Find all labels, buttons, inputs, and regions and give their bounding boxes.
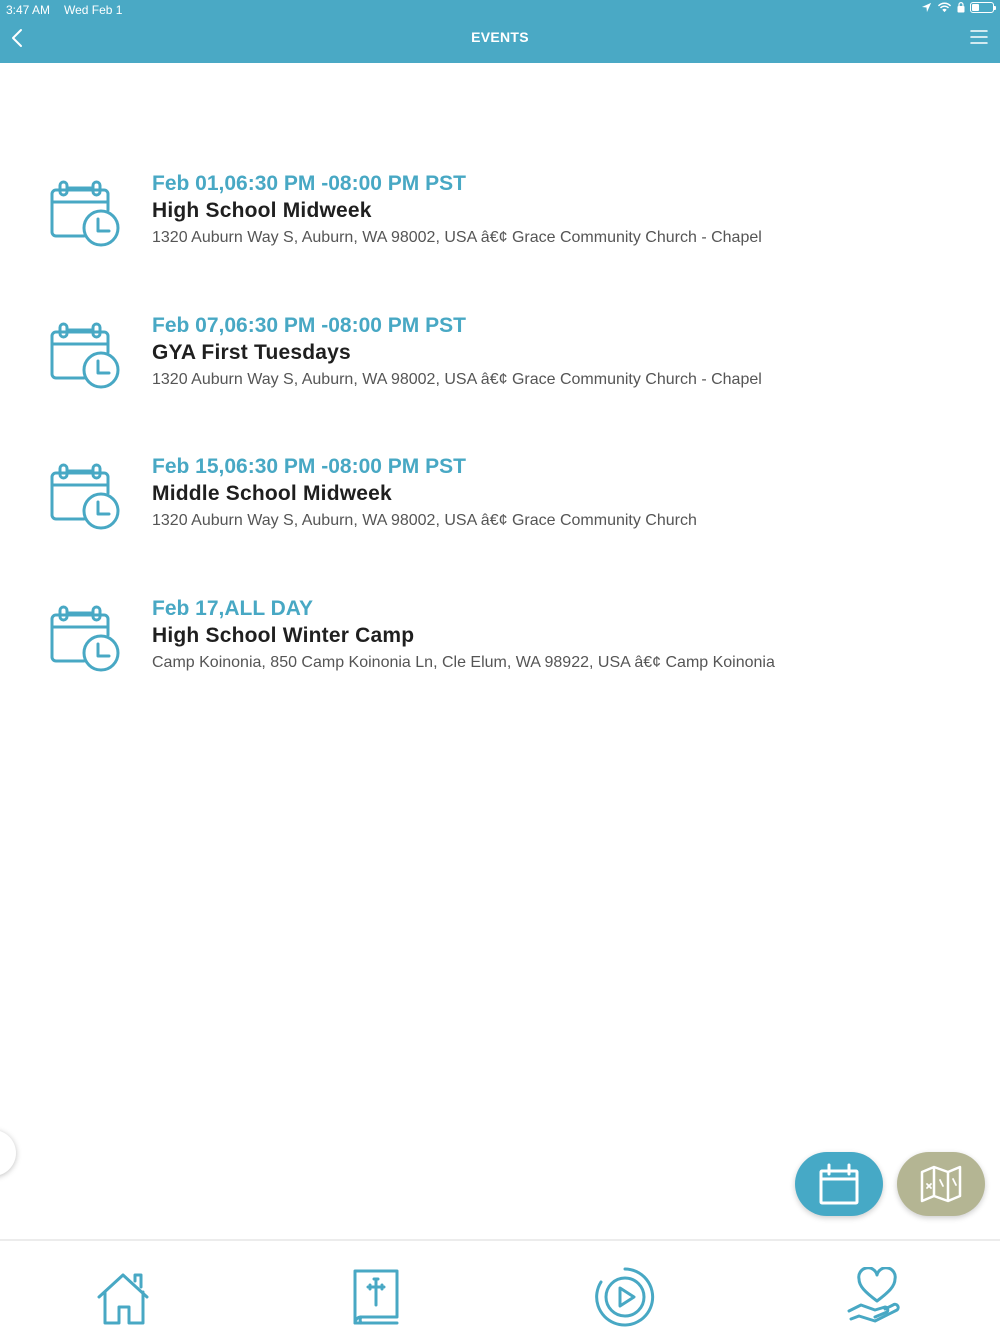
lock-rotation-icon <box>957 2 965 13</box>
status-icons <box>921 2 994 13</box>
event-item[interactable] <box>0 595 1000 737</box>
tab-media[interactable] <box>593 1265 657 1329</box>
calendar-clock-icon <box>48 176 122 250</box>
calendar-icon <box>818 1162 860 1206</box>
bottom-tab-bar <box>0 1239 1000 1334</box>
tab-bible[interactable] <box>343 1265 407 1329</box>
home-icon <box>95 1267 155 1327</box>
event-date: Feb 07,06:30 PM -08:00 PM PST <box>152 313 466 337</box>
event-details <box>152 453 972 535</box>
tab-home[interactable] <box>93 1265 157 1329</box>
events-list <box>0 170 1000 736</box>
calendar-clock-icon <box>48 459 122 533</box>
side-drawer-handle[interactable] <box>0 1130 16 1176</box>
event-location: 1320 Auburn Way S, Auburn, WA 98002, USA â€¢ Grace Community Church <box>152 512 697 529</box>
menu-button[interactable] <box>970 29 988 45</box>
event-title: GYA First Tuesdays <box>152 340 351 364</box>
tab-giving[interactable] <box>843 1265 907 1329</box>
event-date: Feb 15,06:30 PM -08:00 PM PST <box>152 455 466 478</box>
map-view-button[interactable] <box>897 1152 985 1216</box>
page-title: EVENTS <box>471 29 529 45</box>
calendar-clock-icon <box>48 601 122 675</box>
wifi-icon <box>937 2 952 13</box>
event-location: 1320 Auburn Way S, Auburn, WA 98002, USA â€¢ Grace Community Church - Chapel <box>152 229 762 246</box>
event-title: High School Midweek <box>152 199 372 222</box>
event-location: Camp Koinonia, 850 Camp Koinonia Ln, Cle Elum, WA 98922, USA â€¢ Camp Koinonia <box>152 653 775 671</box>
bible-icon <box>345 1267 405 1327</box>
hamburger-menu-icon <box>970 29 988 45</box>
event-details <box>152 595 972 677</box>
event-item[interactable] <box>0 312 1000 454</box>
map-icon <box>919 1164 963 1204</box>
battery-level <box>972 4 979 11</box>
event-details <box>152 170 972 252</box>
event-date: Feb 01,06:30 PM -08:00 PM PST <box>152 172 466 195</box>
giving-heart-icon <box>845 1267 905 1327</box>
top-bar <box>0 0 1000 63</box>
calendar-clock-icon <box>48 318 122 392</box>
status-time: 3:47 AM <box>6 3 51 17</box>
event-title: High School Winter Camp <box>152 623 415 647</box>
calendar-view-button[interactable] <box>795 1152 883 1216</box>
event-title: Middle School Midweek <box>152 482 392 505</box>
event-details <box>152 312 972 394</box>
event-location: 1320 Auburn Way S, Auburn, WA 98002, USA â€¢ Grace Community Church - Chapel <box>152 370 762 388</box>
event-item[interactable] <box>0 170 1000 312</box>
event-item[interactable] <box>0 453 1000 595</box>
event-date: Feb 17,ALL DAY <box>152 596 314 620</box>
battery-icon <box>970 2 994 13</box>
play-icon <box>593 1265 657 1329</box>
location-arrow-icon <box>921 2 932 13</box>
status-date: Wed Feb 1 <box>64 3 123 17</box>
